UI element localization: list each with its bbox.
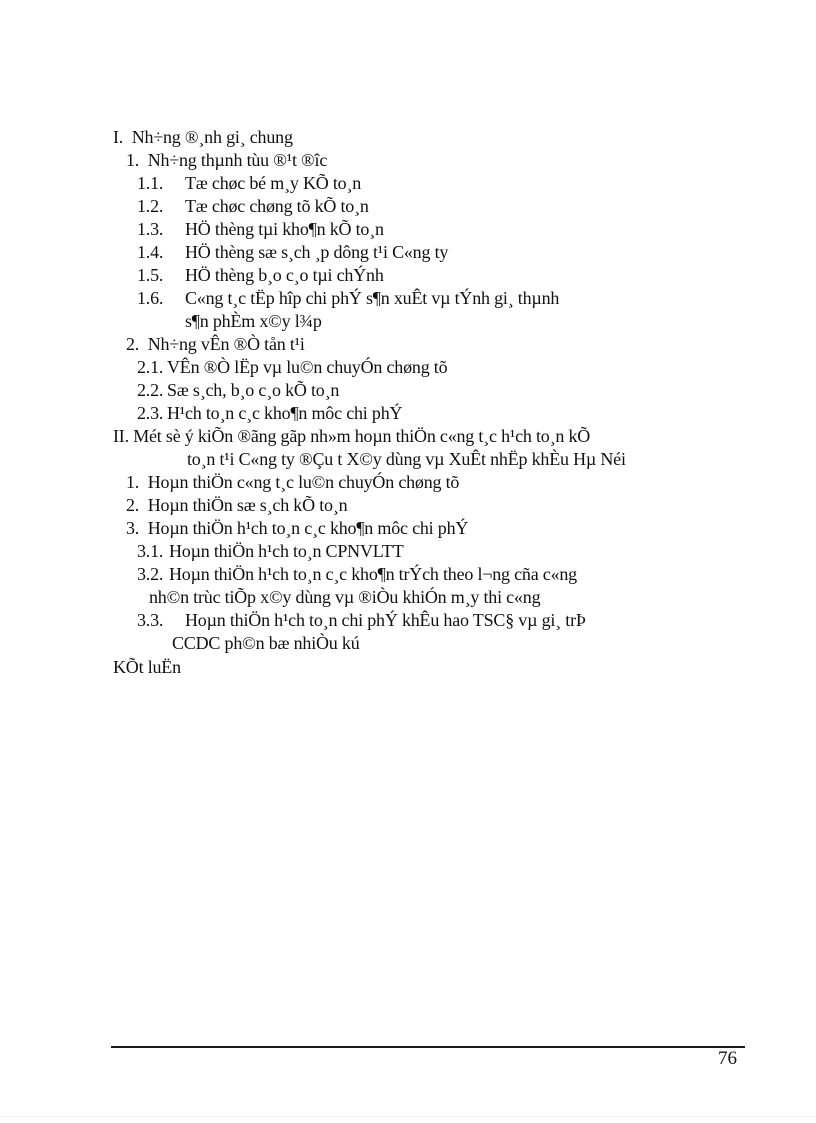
- toc-item-title: C«ng t¸c tËp hîp chi phÝ s¶n xuÊt vµ tÝnh gi¸ thµnh: [185, 288, 560, 308]
- toc-subsection-1-2: [126, 333, 305, 355]
- toc-item-title: H¹ch to¸n c¸c kho¶n môc chi phÝ: [167, 403, 403, 423]
- page-edge-divider: [0, 1116, 816, 1117]
- toc-item-number: 1.4.: [137, 242, 164, 262]
- toc-item-number: 2.3.: [137, 403, 164, 423]
- toc-item-title: HÖ thèng b¸o c¸o tµi chÝnh: [185, 265, 384, 285]
- toc-item-2-1: [137, 356, 447, 378]
- toc-item-3-1: [137, 540, 404, 562]
- toc-item-1-1: [137, 172, 361, 194]
- toc-section-1: [113, 126, 293, 148]
- toc-item-number: 1.5.: [137, 265, 164, 285]
- toc-section-2-number: II.: [113, 426, 129, 446]
- toc-item-3-2-continuation: [149, 586, 540, 608]
- toc-item-number: 1.3.: [137, 219, 164, 239]
- toc-item-1-6-continuation: [185, 310, 322, 332]
- toc-section-2-title: Mét sè ý kiÕn ®ãng gãp nh»m hoµn thiÖn c«ng t¸c h¹ch to¸n kÕ: [133, 426, 591, 446]
- toc-item-2-3: [137, 402, 402, 424]
- toc-item-3-3-continuation: [172, 632, 360, 654]
- toc-section-2: [113, 425, 590, 447]
- toc-item-number: 2.1.: [137, 357, 164, 377]
- toc-item-number: 1.6.: [137, 288, 164, 308]
- toc-item-title: HÖ thèng sæ s¸ch ¸p dông t¹i C«ng ty: [185, 242, 449, 262]
- toc-subsection-number: 2.: [126, 495, 140, 515]
- toc-conclusion: [113, 656, 181, 678]
- toc-subsection-number: 3.: [126, 518, 140, 538]
- toc-item-1-6: [137, 287, 559, 309]
- toc-subsection-title: Nh÷ng thµnh tùu ®¹t ®îc: [147, 150, 328, 170]
- toc-item-1-4: [137, 241, 448, 263]
- toc-item-title: Sæ s¸ch, b¸o c¸o kÕ to¸n: [167, 380, 340, 400]
- toc-item-number: 1.1.: [137, 173, 164, 193]
- toc-subsection-title: Hoµn thiÖn h¹ch to¸n c¸c kho¶n môc chi phÝ: [147, 518, 469, 538]
- toc-section-2-continuation: [187, 448, 626, 470]
- toc-item-number: 2.2.: [137, 380, 164, 400]
- toc-item-3-2: [137, 563, 577, 585]
- toc-item-1-5: [137, 264, 384, 286]
- toc-subsection-2-2: [126, 494, 347, 516]
- toc-subsection-number: 1.: [126, 472, 140, 492]
- toc-subsection-title: Hoµn thiÖn sæ s¸ch kÕ to¸n: [147, 495, 348, 515]
- toc-section-1-title: Nh÷ng ®¸nh gi¸ chung: [131, 127, 293, 147]
- toc-item-1-2: [137, 195, 369, 217]
- toc-item-title-continuation: CCDC ph©n bæ nhiÒu kú: [172, 633, 360, 653]
- toc-item-number: 3.1.: [137, 541, 164, 561]
- toc-item-1-3: [137, 218, 384, 240]
- toc-item-title-continuation: nh©n trùc tiÕp x©y dùng vµ ®iÒu khiÓn m¸y thi c«ng: [149, 587, 541, 607]
- footer-rule: [111, 1046, 745, 1048]
- toc-section-2-title-continuation: to¸n t¹i C«ng ty ®Çu t X©y dùng vµ XuÊt nhËp khÈu Hµ Néi: [187, 449, 626, 469]
- toc-item-title-continuation: s¶n phÈm x©y l¾p: [185, 311, 322, 331]
- toc-conclusion-title: KÕt luËn: [113, 657, 181, 677]
- toc-item-title: Hoµn thiÖn h¹ch to¸n chi phÝ khÊu hao TSC§ vµ gi¸ trÞ: [185, 610, 586, 630]
- toc-item-number: 3.3.: [137, 610, 164, 630]
- toc-item-number: 3.2.: [137, 564, 164, 584]
- toc-section-1-number: I.: [113, 127, 124, 147]
- toc-subsection-title: Nh÷ng vÊn ®Ò tån t¹i: [147, 334, 305, 354]
- toc-subsection-title: Hoµn thiÖn c«ng t¸c lu©n chuyÓn chøng tõ: [147, 472, 460, 492]
- toc-item-title: HÖ thèng tµi kho¶n kÕ to¸n: [185, 219, 384, 239]
- toc-item-title: VÊn ®Ò lËp vµ lu©n chuyÓn chøng tõ: [167, 357, 448, 377]
- page-number: 76: [718, 1048, 737, 1069]
- toc-subsection-number: 1.: [126, 150, 140, 170]
- toc-item-title: Tæ chøc chøng tõ kÕ to¸n: [185, 196, 369, 216]
- toc-item-title: Tæ chøc bé m¸y KÕ to¸n: [185, 173, 362, 193]
- toc-subsection-2-1: [126, 471, 459, 493]
- toc-item-2-2: [137, 379, 339, 401]
- toc-item-title: Hoµn thiÖn h¹ch to¸n CPNVLTT: [169, 541, 404, 561]
- toc-subsection-1-1: [126, 149, 327, 171]
- toc-subsection-number: 2.: [126, 334, 140, 354]
- toc-item-number: 1.2.: [137, 196, 164, 216]
- toc-subsection-2-3: [126, 517, 468, 539]
- toc-item-title: Hoµn thiÖn h¹ch to¸n c¸c kho¶n trÝch theo l¬ng cña c«ng: [169, 564, 577, 584]
- toc-item-3-3: [137, 609, 586, 631]
